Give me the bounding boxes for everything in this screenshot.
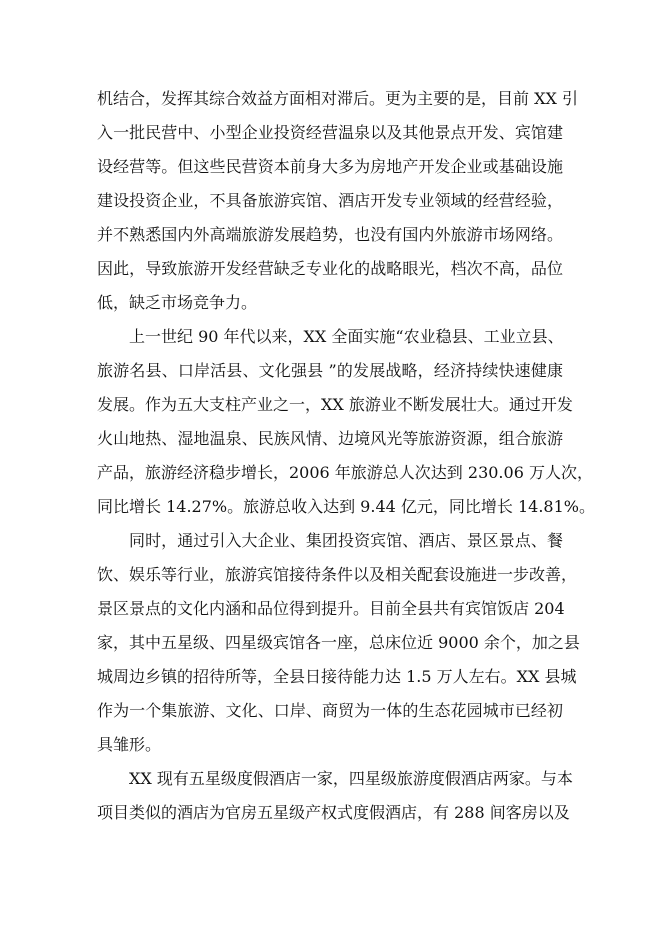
paragraph-line: 同时，通过引入大企业、集团投资宾馆、酒店、景区景点、餐 [129, 531, 563, 550]
paragraph-line: 入一批民营中、小型企业投资经营温泉以及其他景点开发、宾馆建 [97, 123, 563, 142]
paragraph-line: 设经营等。但这些民营资本前身大多为房地产开发企业或基础设施 [97, 157, 563, 176]
paragraph-line: 家，其中五星级、四星级宾馆各一座，总床位近 9000 余个，加之县 [97, 633, 580, 652]
paragraph-line: 并不熟悉国内外高端旅游发展趋势，也没有国内外旅游市场网络。 [97, 225, 563, 244]
paragraph-line: 机结合，发挥其综合效益方面相对滞后。更为主要的是，目前 XX 引 [97, 89, 578, 108]
paragraph-line: 旅游名县、口岸活县、文化强县 ”的发展战略，经济持续快速健康 [97, 361, 563, 380]
paragraph-line: XX 现有五星级度假酒店一家，四星级旅游度假酒店两家。与本 [129, 769, 573, 788]
paragraph-line: 饮、娱乐等行业，旅游宾馆接待条件以及相关配套设施进一步改善， [97, 565, 578, 584]
paragraph-line: 火山地热、湿地温泉、民族风情、边境风光等旅游资源，组合旅游 [97, 429, 563, 448]
paragraph-line: 建设投资企业，不具备旅游宾馆、酒店开发专业领域的经营经验， [97, 191, 563, 210]
paragraph-line: 作为一个集旅游、文化、口岸、商贸为一体的生态花园城市已经初 [97, 701, 563, 720]
paragraph-line: 产品，旅游经济稳步增长，2006 年旅游总人次达到 230.06 万人次， [97, 463, 593, 482]
paragraph-line: 同比增长 14.27%。旅游总收入达到 9.44 亿元，同比增长 14.81%。 [97, 497, 595, 516]
paragraph-line: 低，缺乏市场竞争力。 [97, 293, 258, 312]
paragraph-line: 具雏形。 [97, 735, 162, 754]
paragraph-line: 城周边乡镇的招待所等，全县日接待能力达 1.5 万人左右。XX 县城 [97, 667, 577, 686]
paragraph-line: 发展。作为五大支柱产业之一，XX 旅游业不断发展壮大。通过开发 [97, 395, 573, 414]
paragraph-line: 上一世纪 90 年代以来，XX 全面实施“农业稳县、工业立县、 [129, 327, 564, 346]
paragraph-line: 项目类似的酒店为官房五星级产权式度假酒店，有 288 间客房以及 [97, 803, 570, 822]
paragraph-line: 因此，导致旅游开发经营缺乏专业化的战略眼光，档次不高，品位 [97, 259, 563, 278]
paragraph-line: 景区景点的文化内涵和品位得到提升。目前全县共有宾馆饭店 204 [97, 599, 565, 618]
